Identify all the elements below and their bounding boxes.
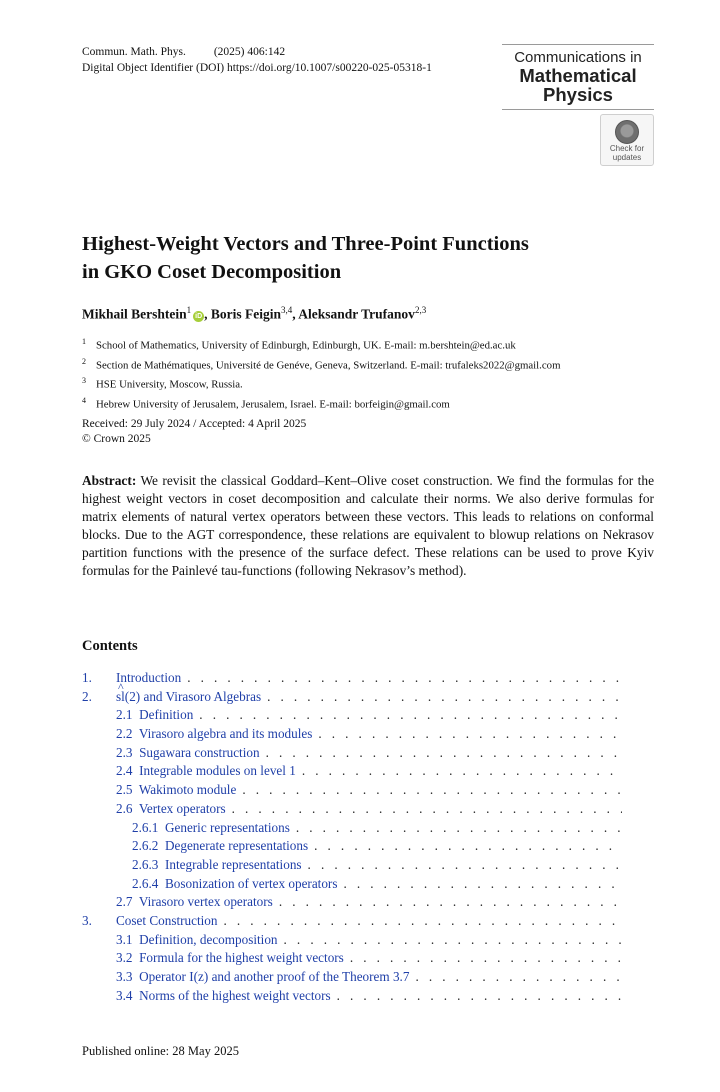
brand-line-2: Mathematical bbox=[519, 65, 637, 86]
toc-leader bbox=[217, 913, 622, 929]
toc-item[interactable] bbox=[82, 801, 622, 820]
affiliation-text: HSE University, Moscow, Russia. bbox=[96, 378, 243, 391]
toc-link[interactable]: 3.4 Norms of the highest weight vectors bbox=[116, 987, 331, 1003]
affiliation-row bbox=[82, 373, 560, 393]
toc-link[interactable]: 2.6.1 Generic representations bbox=[132, 819, 290, 835]
toc-link[interactable]: 3.1 Definition, decomposition bbox=[116, 931, 278, 947]
crossmark-icon bbox=[615, 120, 639, 144]
toc-leader bbox=[302, 857, 622, 873]
check-for-updates-button[interactable] bbox=[600, 114, 654, 166]
affiliation-text: School of Mathematics, University of Edinburgh, Edinburgh, UK. E-mail: m.bershtein@ed.ac.uk bbox=[96, 339, 516, 352]
affiliation-row bbox=[82, 354, 560, 374]
toc-leader bbox=[409, 969, 622, 985]
toc-link[interactable]: ^ sl(2) and Virasoro Algebras bbox=[116, 689, 261, 705]
toc-link[interactable]: 3.3 Operator I(z) and another proof of the Theorem 3.7 bbox=[116, 969, 410, 984]
toc-number: 2. bbox=[82, 688, 92, 704]
toc-link[interactable]: 2.5 Wakimoto module bbox=[116, 782, 237, 798]
affiliation-row bbox=[82, 334, 560, 354]
toc-item[interactable] bbox=[82, 988, 622, 1007]
toc-link[interactable]: 2.6.2 Degenerate representations bbox=[132, 838, 309, 854]
affiliation-sup: 3 bbox=[82, 376, 86, 386]
table-of-contents bbox=[82, 670, 622, 1006]
toc-leader bbox=[296, 763, 622, 779]
toc-leader bbox=[331, 988, 622, 1004]
check-line-1: Check for bbox=[609, 144, 645, 153]
affiliation-text: Section de Mathématiques, Université de Genéve, Geneva, Switzerland. E-mail: trufaleks2022@gmail.com bbox=[96, 359, 561, 372]
toc-number: 1. bbox=[82, 670, 92, 685]
journal-reference bbox=[82, 45, 285, 60]
brand-line-3: Physics bbox=[543, 84, 613, 105]
toc-item[interactable] bbox=[82, 820, 622, 839]
toc-link[interactable]: 2.7 Virasoro vertex operators bbox=[116, 894, 273, 910]
abstract-text: We revisit the classical Goddard–Kent–Olive coset construction. We find the formulas for the highest weight vectors in coset decomposition and calculate their norms. We also derive formulas for matrix elements of natural vertex operators between these vectors. This leads to relations on conformal blocks. Due to the AGT correspondence, these relations are equivalent to blowup relations on Nekrasov partition functions with the presence of the surface defect. These relations can be used to prove Kyiv formulas for the Painlevé tau-functions (following Nekrasov’s method). bbox=[82, 473, 655, 578]
contents-heading: Contents bbox=[82, 638, 138, 654]
author-name: Boris Feigin bbox=[210, 306, 282, 322]
author-sup: 3,4 bbox=[281, 305, 293, 315]
toc-leader bbox=[261, 689, 622, 705]
published-date: Published online: 28 May 2025 bbox=[82, 1044, 239, 1058]
journal-short: Commun. Math. Phys. bbox=[82, 46, 186, 58]
toc-leader bbox=[181, 670, 622, 686]
author-sup: 2,3 bbox=[414, 305, 427, 315]
toc-link[interactable]: 2.6.4 Bosonization of vertex operators bbox=[132, 875, 338, 891]
toc-leader bbox=[236, 782, 622, 798]
doi-line[interactable]: Digital Object Identifier (DOI) https://doi.org/10.1007/s00220-025-05318-1 bbox=[82, 62, 432, 74]
toc-item[interactable] bbox=[82, 689, 622, 708]
toc-item[interactable] bbox=[82, 670, 622, 689]
toc-leader bbox=[290, 820, 622, 836]
toc-leader bbox=[226, 801, 622, 817]
toc-item[interactable] bbox=[82, 894, 622, 913]
journal-logo bbox=[502, 44, 654, 110]
abstract-label: Abstract: bbox=[82, 473, 137, 488]
orcid-icon[interactable]: iD bbox=[195, 312, 203, 320]
toc-item[interactable] bbox=[82, 876, 622, 895]
toc-item[interactable] bbox=[82, 838, 622, 857]
toc-item[interactable] bbox=[82, 969, 622, 988]
toc-leader bbox=[278, 932, 622, 948]
abstract bbox=[82, 472, 654, 580]
affiliation-text: Hebrew University of Jerusalem, Jerusalem, Israel. E-mail: borfeigin@gmail.com bbox=[96, 398, 450, 411]
toc-link[interactable]: 2.1 Definition bbox=[116, 707, 194, 723]
affiliations bbox=[82, 334, 560, 412]
toc-number: 3. bbox=[82, 912, 92, 928]
paper-title bbox=[82, 230, 682, 286]
toc-leader bbox=[344, 950, 622, 966]
brand-line-1: Communications in bbox=[514, 49, 642, 66]
title-line-2: in GKO Coset Decomposition bbox=[82, 261, 342, 283]
toc-item[interactable] bbox=[82, 782, 622, 801]
toc-item[interactable] bbox=[82, 745, 622, 764]
author-name: Aleksandr Trufanov bbox=[298, 306, 415, 322]
affiliation-sup: 2 bbox=[82, 356, 86, 366]
toc-leader bbox=[337, 876, 622, 892]
toc-link[interactable]: 2.2 Virasoro algebra and its modules bbox=[116, 726, 313, 742]
copyright: © Crown 2025 bbox=[82, 433, 151, 445]
toc-item[interactable] bbox=[82, 726, 622, 745]
toc-item[interactable] bbox=[82, 857, 622, 876]
toc-link[interactable]: Coset Construction bbox=[116, 912, 218, 928]
toc-leader bbox=[193, 707, 622, 723]
author-list: Mikhail Bershtein$^1$iD , Boris Feigin$^{3,4}$, Aleksandr Trufanov$^{2,3}$ bbox=[82, 305, 427, 322]
affiliation-row bbox=[82, 393, 560, 413]
check-line-2: updates bbox=[612, 152, 642, 162]
toc-item[interactable] bbox=[82, 913, 622, 932]
citation: (2025) 406:142 bbox=[213, 46, 286, 58]
affiliation-sup: 4 bbox=[82, 395, 86, 405]
toc-link[interactable]: 2.6 Vertex operators bbox=[116, 800, 226, 816]
received-accepted: Received: 29 July 2024 / Accepted: 4 April 2025 bbox=[82, 418, 307, 430]
toc-item[interactable] bbox=[82, 932, 622, 951]
author-name: Mikhail Bershtein bbox=[82, 306, 187, 322]
toc-item[interactable] bbox=[82, 763, 622, 782]
toc-leader bbox=[260, 745, 622, 761]
toc-link[interactable]: Introduction bbox=[116, 670, 182, 685]
toc-item[interactable] bbox=[82, 950, 622, 969]
toc-leader bbox=[308, 838, 622, 854]
title-line-1: Highest-Weight Vectors and Three-Point Functions bbox=[82, 233, 529, 255]
toc-leader bbox=[273, 894, 622, 910]
dates-block bbox=[82, 417, 306, 447]
toc-link[interactable]: 2.3 Sugawara construction bbox=[116, 744, 260, 760]
toc-link[interactable]: 2.6.3 Integrable representations bbox=[132, 856, 302, 872]
affiliation-sup: 1 bbox=[82, 337, 86, 346]
toc-link[interactable]: 2.4 Integrable modules on level 1 bbox=[116, 763, 296, 779]
author-sup: 1 bbox=[186, 305, 192, 315]
toc-item[interactable] bbox=[82, 707, 622, 726]
toc-link[interactable]: 3.2 Formula for the highest weight vectors bbox=[116, 950, 344, 966]
toc-leader bbox=[312, 726, 622, 742]
